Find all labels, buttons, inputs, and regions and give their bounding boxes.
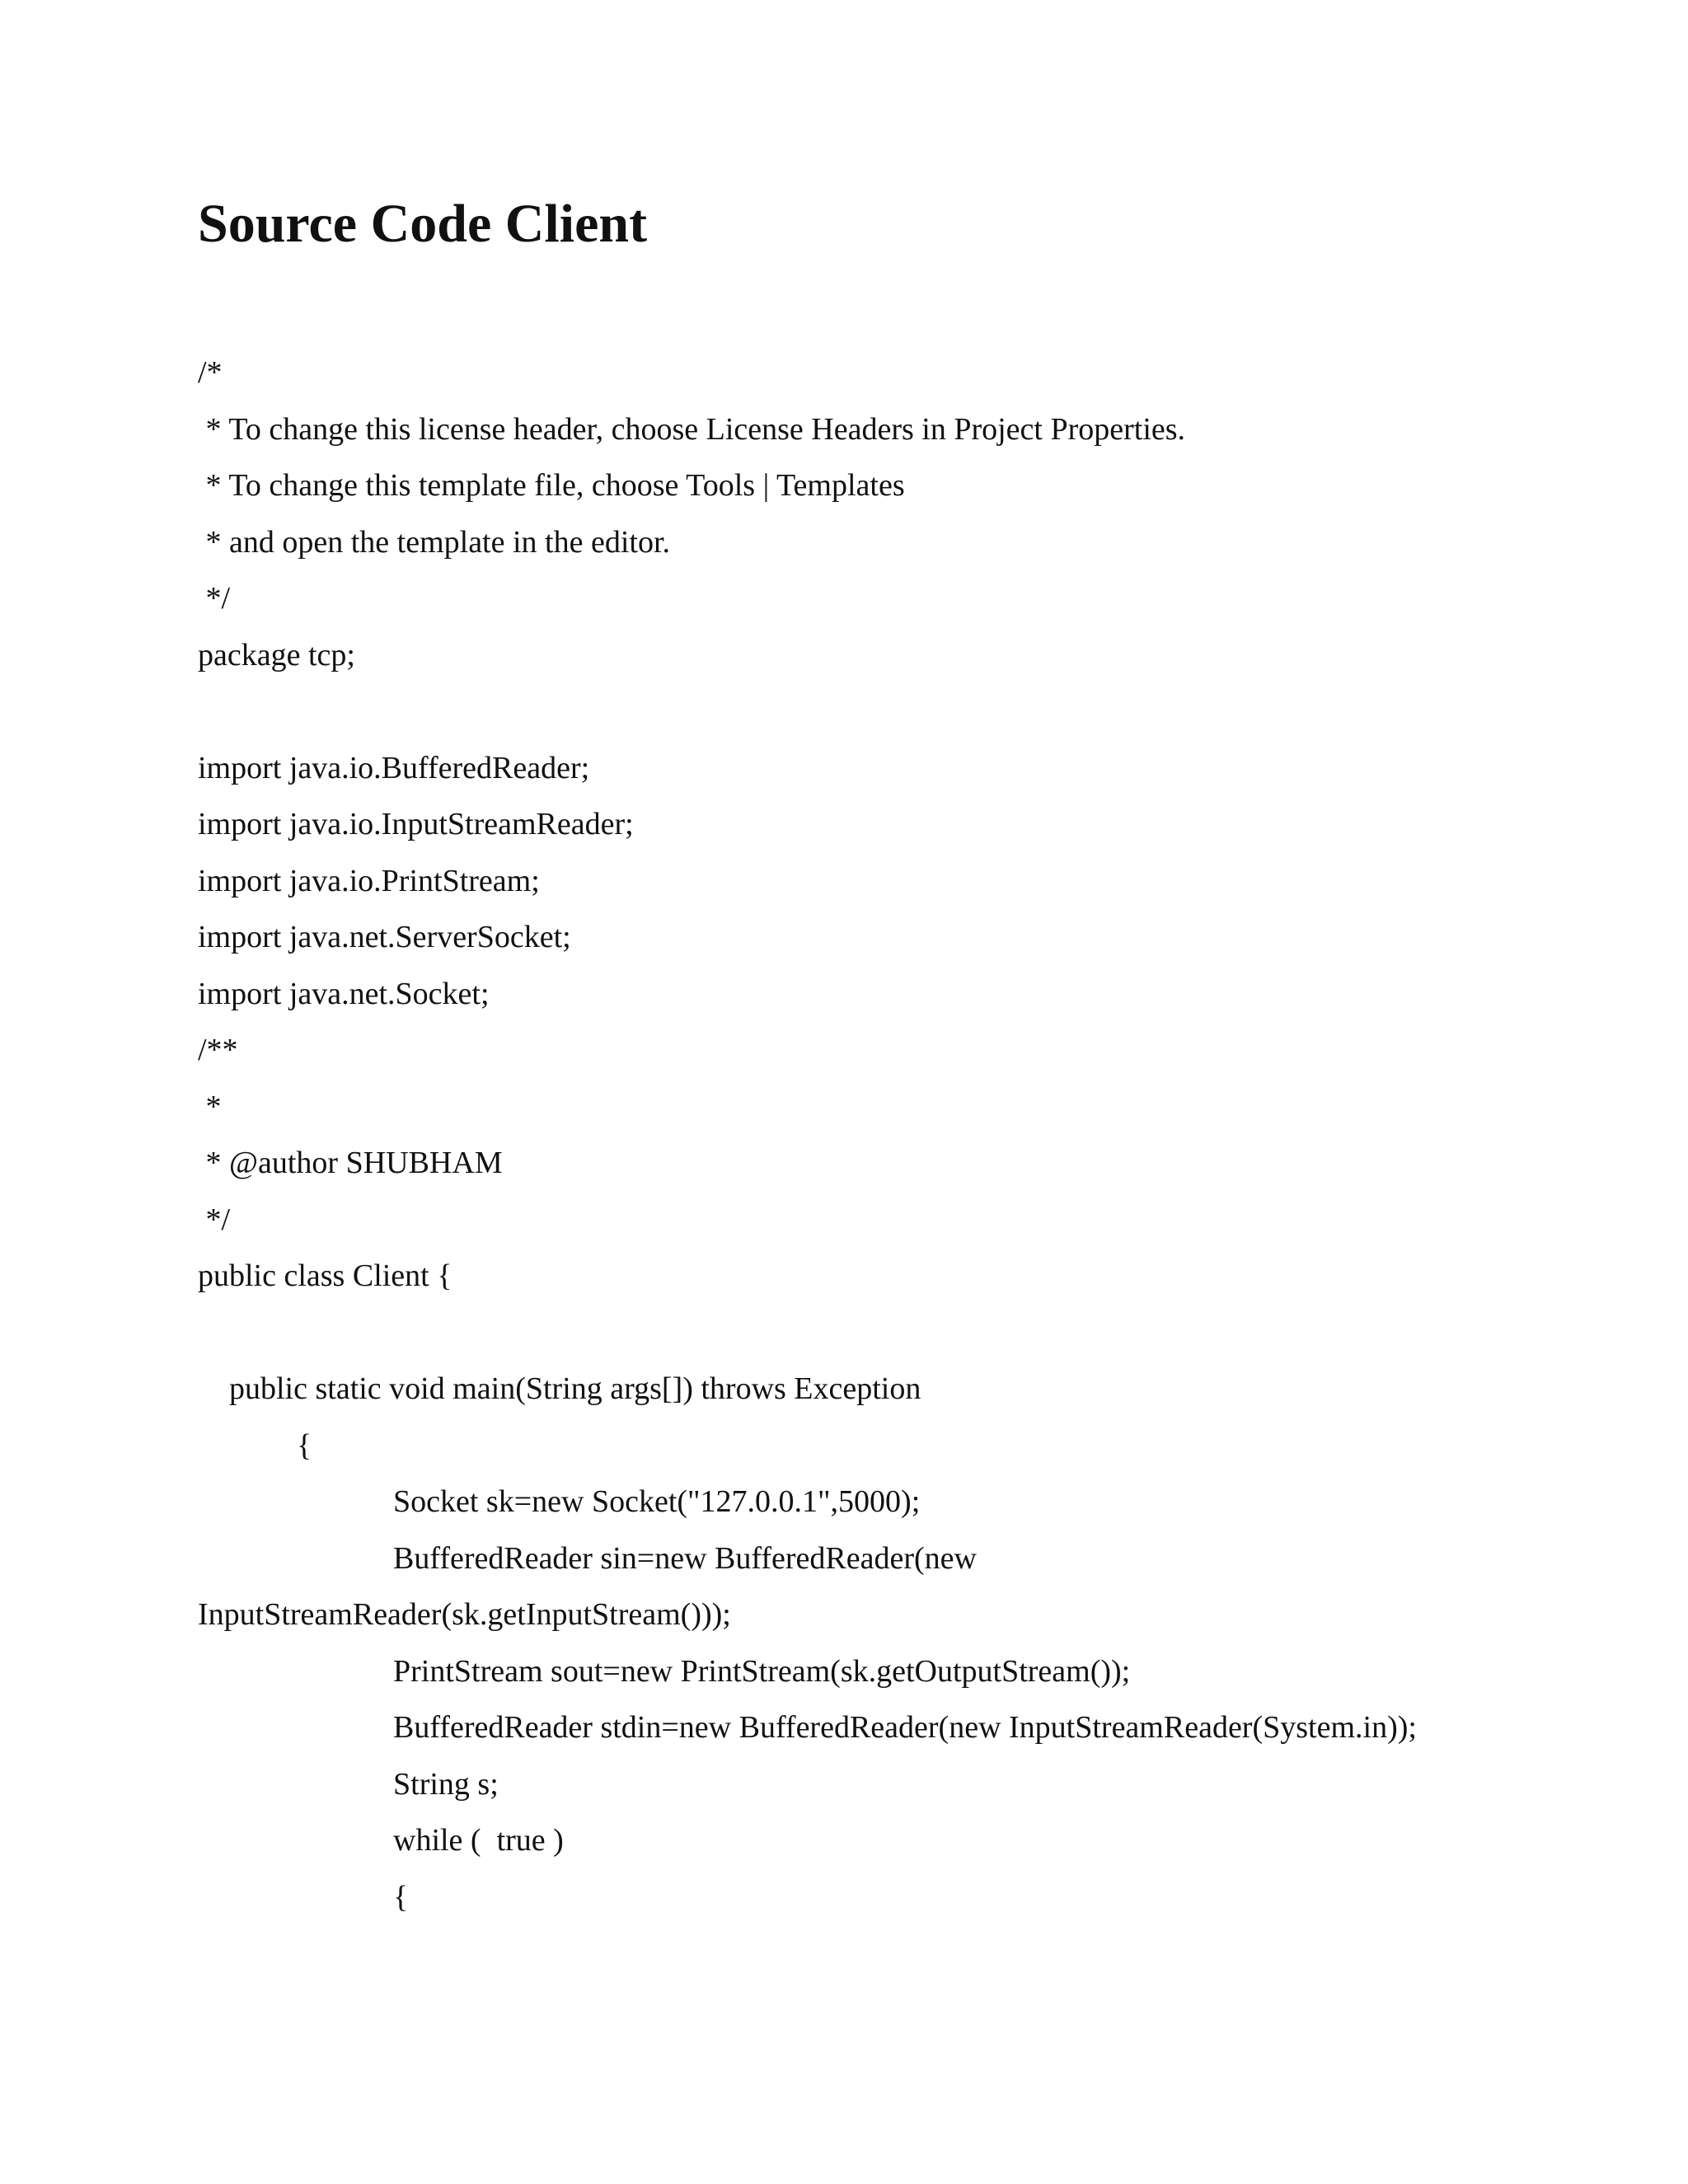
code-line: public class Client {	[198, 1258, 452, 1293]
source-code-block	[198, 344, 1550, 1925]
code-line: package tcp;	[198, 637, 355, 673]
code-line: * @author SHUBHAM	[198, 1146, 503, 1180]
code-line: {	[393, 1879, 409, 1915]
page-title: Source Code Client	[198, 194, 648, 254]
code-line: /*	[198, 355, 223, 390]
code-line: InputStreamReader(sk.getInputStream()));	[198, 1597, 731, 1632]
code-line: BufferedReader sin=new BufferedReader(new	[393, 1540, 977, 1576]
code-line: public static void main(String args[]) throws Exception	[229, 1371, 921, 1406]
code-line: * To change this license header, choose License Headers in Project Properties.	[198, 411, 1186, 447]
code-line: BufferedReader stdin=new BufferedReader(new InputStreamReader(System.in));	[393, 1710, 1417, 1745]
code-line: PrintStream sout=new PrintStream(sk.getOutputStream());	[393, 1653, 1131, 1689]
code-line: import java.io.PrintStream;	[198, 863, 540, 898]
blank-line	[198, 683, 1550, 740]
code-line: /**	[198, 1033, 238, 1067]
code-line: Socket sk=new Socket("127.0.0.1",5000);	[393, 1484, 921, 1519]
code-line: *	[198, 1089, 222, 1124]
code-line: */	[198, 1202, 231, 1237]
code-line: * To change this template file, choose Tools | Templates	[198, 468, 905, 503]
code-line: while ( true )	[393, 1823, 564, 1858]
code-line: */	[198, 581, 231, 616]
code-line: import java.net.ServerSocket;	[198, 920, 571, 954]
blank-line	[198, 1305, 1550, 1361]
code-line: {	[297, 1427, 312, 1463]
code-line: * and open the template in the editor.	[198, 524, 671, 560]
code-line: import java.io.InputStreamReader;	[198, 807, 634, 841]
code-line: String s;	[393, 1766, 499, 1802]
code-line: import java.net.Socket;	[198, 976, 490, 1011]
code-line: import java.io.BufferedReader;	[198, 750, 590, 785]
